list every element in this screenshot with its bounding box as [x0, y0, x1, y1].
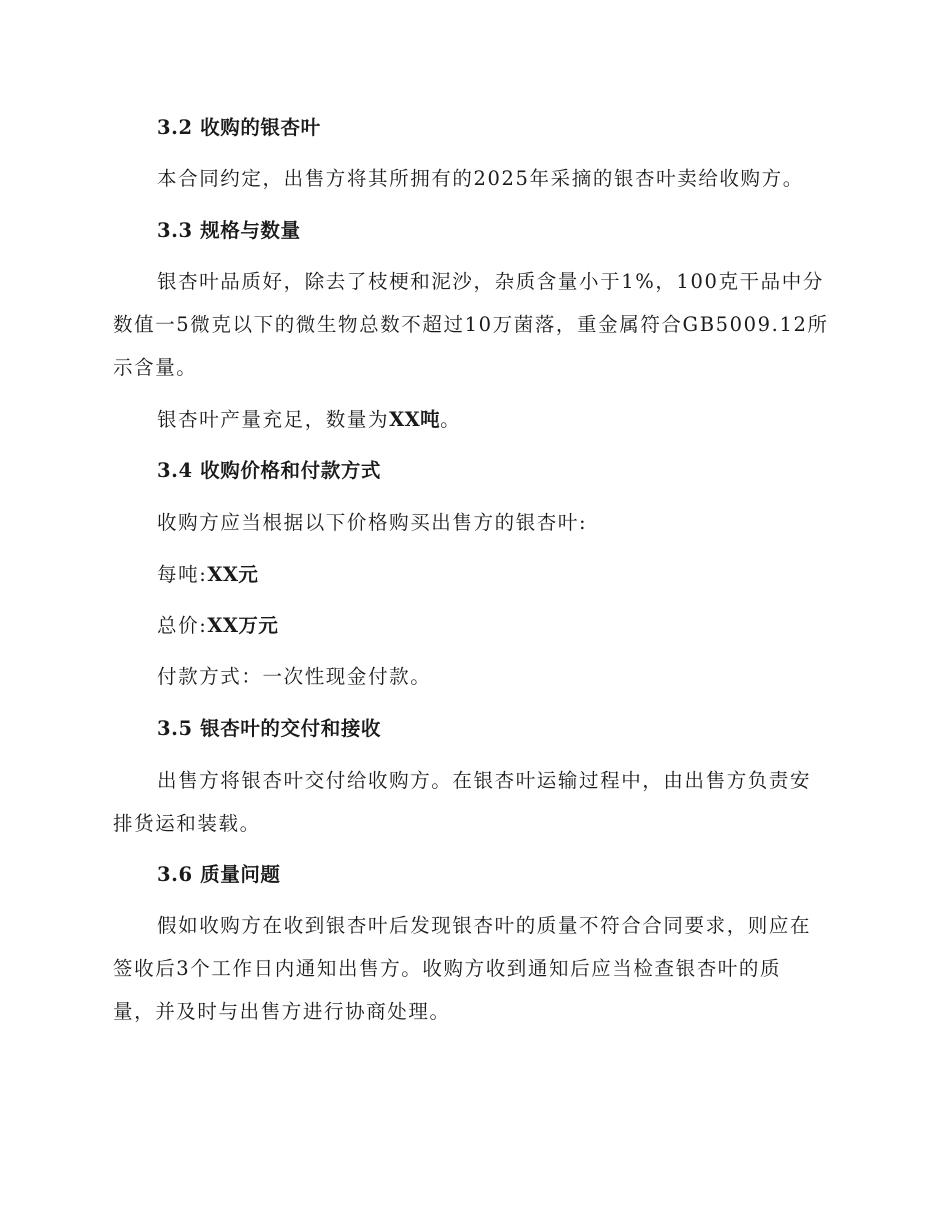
paragraph-line: 出售方将银杏叶交付给收购方。在银杏叶运输过程中，由出售方负责安: [157, 769, 812, 792]
per-ton-label: 每吨:: [157, 563, 208, 586]
paragraph-line: 排货运和装载。: [113, 812, 261, 835]
section-3-6-paragraph: [113, 904, 835, 1033]
paragraph-line: 示含量。: [113, 356, 198, 379]
per-ton-value: XX元: [207, 563, 259, 586]
per-ton-price: [113, 553, 835, 596]
quantity-label: 银杏叶产量充足，数量为: [157, 408, 390, 431]
total-value: XX万元: [207, 614, 279, 637]
section-3-5-heading: 3.5 银杏叶的交付和接收: [157, 717, 382, 740]
paragraph-line: 数值一5微克以下的微生物总数不超过10万菌落，重金属符合GB5009.12所: [113, 313, 829, 336]
section-3-4-heading: 3.4 收购价格和付款方式: [157, 459, 382, 482]
section-3-2-paragraph: 本合同约定，出售方将其所拥有的2025年采摘的银杏叶卖给收购方。: [157, 167, 804, 190]
paragraph-line: 假如收购方在收到银杏叶后发现银杏叶的质量不符合合同要求，则应在: [157, 914, 812, 937]
section-3-6-heading: 3.6 质量问题: [157, 863, 281, 886]
section-3-5-paragraph: [113, 759, 835, 845]
paragraph-line: 量，并及时与出售方进行协商处理。: [113, 1000, 451, 1023]
total-label: 总价:: [157, 614, 208, 637]
paragraph-line: 银杏叶品质好，除去了枝梗和泥沙，杂质含量小于1%，100克干品中分: [157, 270, 824, 293]
total-price: [113, 604, 835, 647]
quantity-value: XX吨: [389, 408, 441, 431]
section-3-3-heading: 3.3 规格与数量: [157, 219, 301, 242]
payment-method: 付款方式：一次性现金付款。: [157, 665, 432, 688]
paragraph-line: 签收后3个工作日内通知出售方。收购方收到通知后应当检查银杏叶的质: [113, 957, 782, 980]
quantity-suffix: 。: [440, 408, 462, 431]
section-3-3-paragraph-2: [113, 398, 835, 441]
section-3-3-paragraph-1: [113, 260, 835, 389]
section-3-2-heading: 3.2 收购的银杏叶: [157, 116, 321, 139]
section-3-4-paragraph: 收购方应当根据以下价格购买出售方的银杏叶:: [157, 511, 588, 534]
